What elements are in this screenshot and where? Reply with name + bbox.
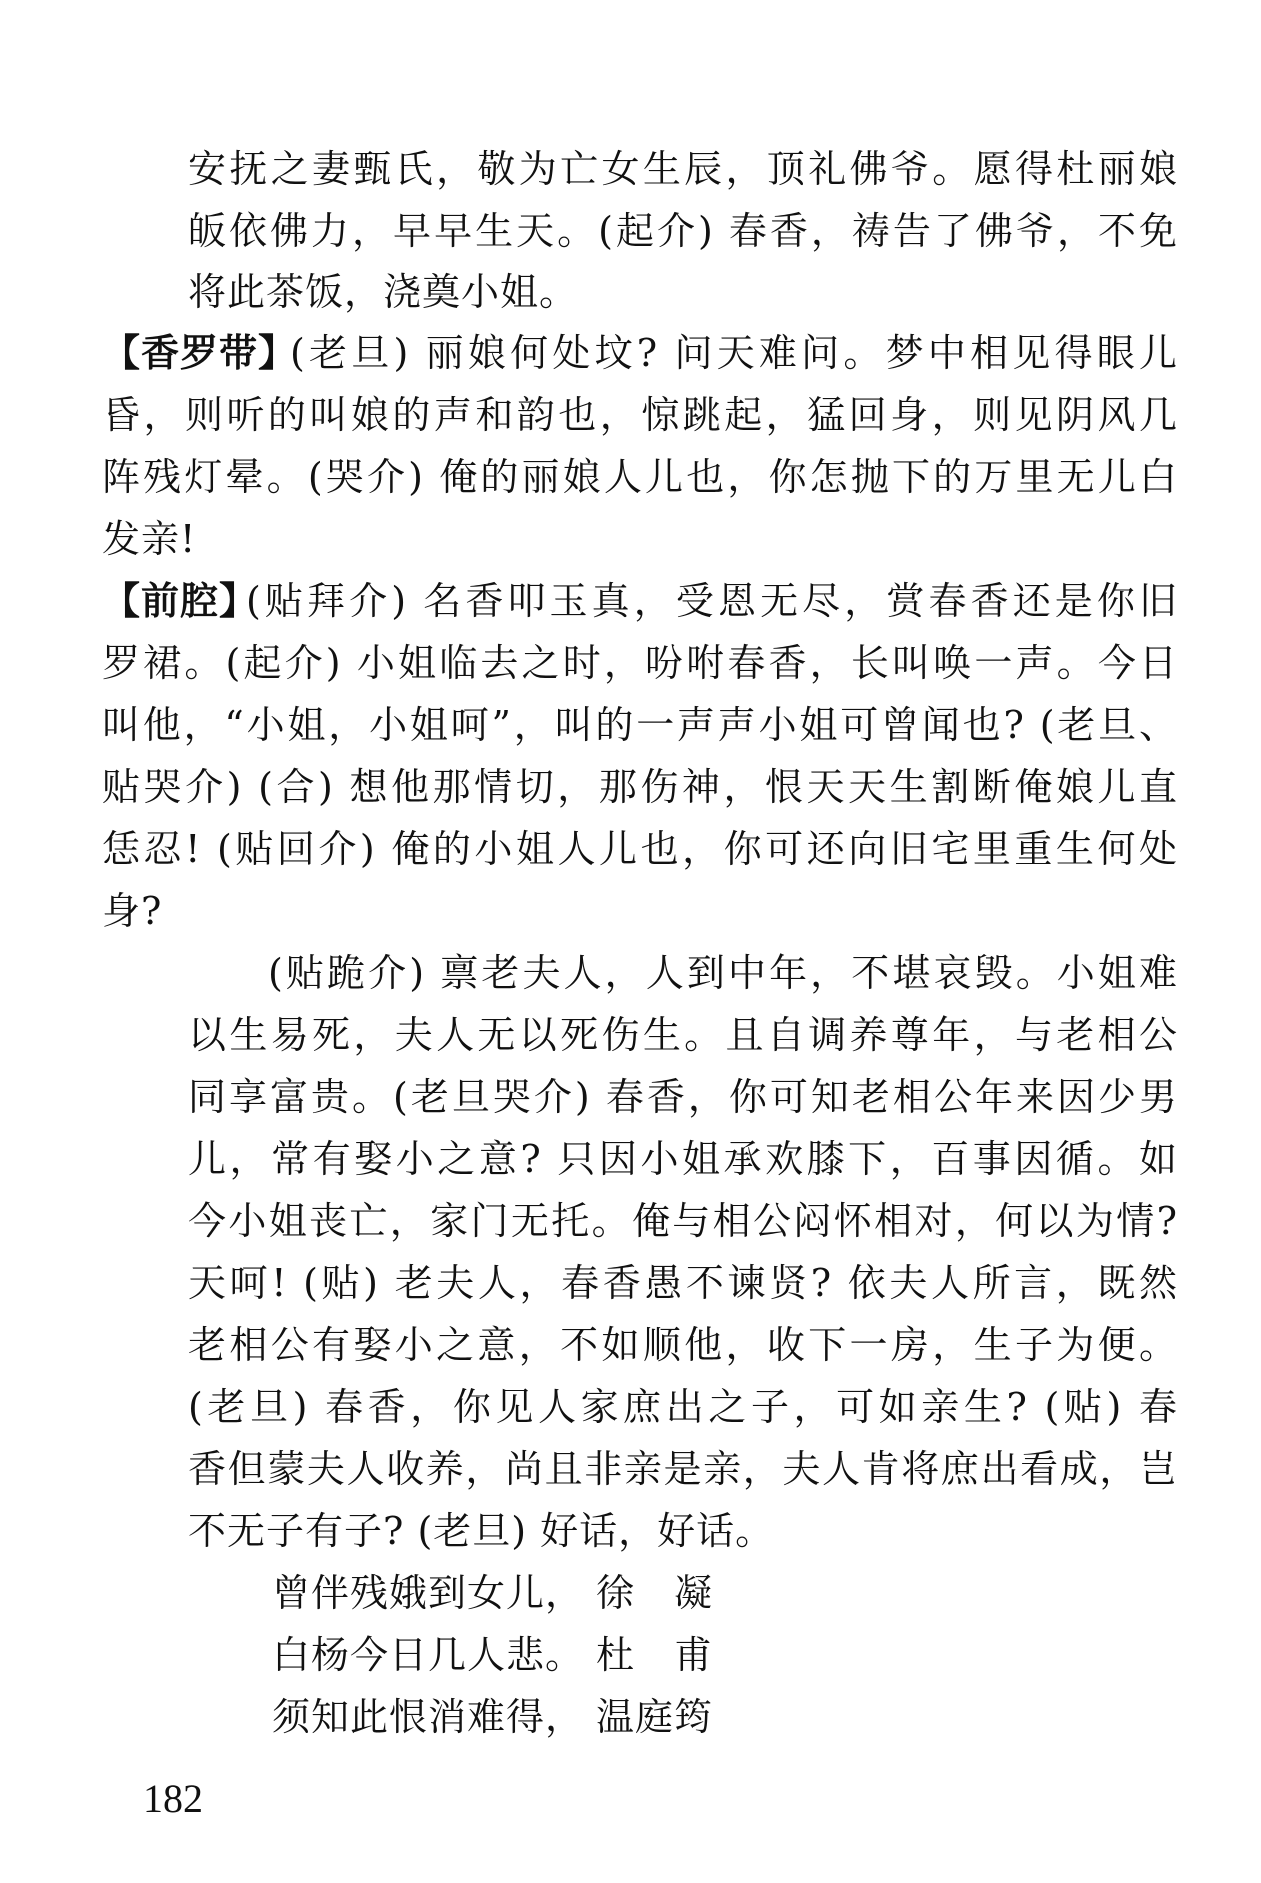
text-line: (贴拜介) 名香叩玉真，受恩无尽，赏春香还是你旧 xyxy=(246,579,1178,623)
text-line: 发亲! xyxy=(102,517,197,561)
poem-line: 须知此恨消难得， xyxy=(272,1695,585,1739)
text-line: 恁忍! (贴回介) 俺的小姐人儿也，你可还向旧宅里重生何处 xyxy=(102,827,1178,871)
text-line: 不无子有子? (老旦) 好话，好话。 xyxy=(188,1509,775,1553)
text-line: (老旦) 春香，你见人家庶出之子，可如亲生? (贴) 春 xyxy=(188,1385,1178,1429)
page-number: 182 xyxy=(143,1776,203,1821)
aria-tag: 【前腔】 xyxy=(102,579,259,623)
poem-author: 温庭筠 xyxy=(596,1695,714,1739)
aria-tag: 【香罗带】 xyxy=(102,331,298,375)
text-line: 阵残灯晕。(哭介) 俺的丽娘人儿也，你怎抛下的万里无儿白 xyxy=(102,455,1178,499)
text-line: 安抚之妻甄氏，敬为亡女生辰，顶礼佛爷。愿得杜丽娘 xyxy=(188,147,1178,191)
poem-author: 徐 凝 xyxy=(596,1571,714,1615)
poem-line: 曾伴残娥到女儿， xyxy=(272,1571,585,1615)
text-line: 老相公有娶小之意，不如顺他，收下一房，生子为便。 xyxy=(188,1323,1178,1367)
poem-line: 白杨今日几人悲。 xyxy=(272,1633,585,1677)
text-line: 今小姐丧亡，家门无托。俺与相公闷怀相对，何以为情? xyxy=(188,1199,1178,1243)
text-line: 身? xyxy=(102,889,163,933)
text-line: (老旦) 丽娘何处坟? 问天难问。梦中相见得眼儿 xyxy=(290,331,1178,375)
text-line: 天呵! (贴) 老夫人，春香愚不谏贤? 依夫人所言，既然 xyxy=(188,1261,1178,1305)
text-line: 儿，常有娶小之意? 只因小姐承欢膝下，百事因循。如 xyxy=(188,1137,1178,1181)
text-line: 叫他，“小姐，小姐呵”，叫的一声声小姐可曾闻也? (老旦、 xyxy=(102,703,1178,747)
text-line: 将此茶饭，浇奠小姐。 xyxy=(188,270,579,314)
text-line: 贴哭介) (合) 想他那情切，那伤神，恨天天生割断俺娘儿直 xyxy=(102,765,1178,809)
text-line: (贴跪介) 禀老夫人，人到中年，不堪哀毁。小姐难 xyxy=(268,951,1178,995)
text-line: 以生易死，夫人无以死伤生。且自调养尊年，与老相公 xyxy=(188,1013,1178,1057)
text-line: 昏，则听的叫娘的声和韵也，惊跳起，猛回身，则见阴风几 xyxy=(102,393,1178,437)
text-line: 同享富贵。(老旦哭介) 春香，你可知老相公年来因少男 xyxy=(188,1075,1178,1119)
poem-author: 杜 甫 xyxy=(596,1633,714,1677)
text-line: 香但蒙夫人收养，尚且非亲是亲，夫人肯将庶出看成，岂 xyxy=(188,1447,1178,1491)
text-line: 皈依佛力，早早生天。(起介) 春香，祷告了佛爷，不免 xyxy=(188,209,1178,253)
text-line: 罗裙。(起介) 小姐临去之时，吩咐春香，长叫唤一声。今日 xyxy=(102,641,1178,685)
